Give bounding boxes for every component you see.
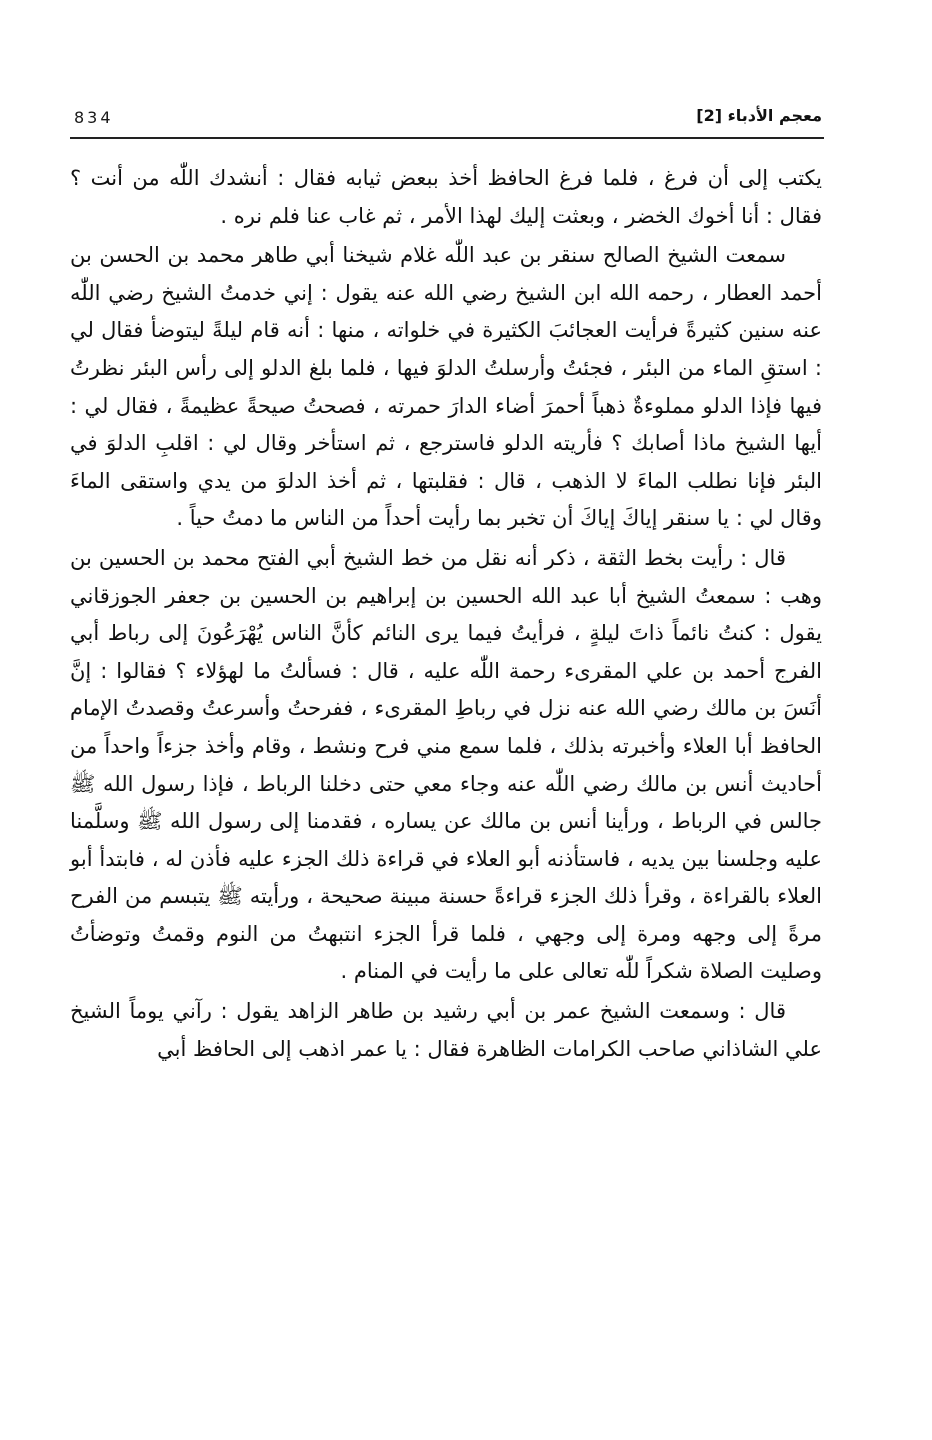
header-divider [70,137,824,139]
running-title: معجم الأدباء [2] [696,106,822,125]
page-number: 834 [74,108,114,127]
body-text [70,160,822,1068]
paragraph-3: قال : رأيت بخط الثقة ، ذكر أنه نقل من خط الشيخ أبي الفتح محمد بن الحسين بن وهب : سمعتُ الشيخ أبا عبد الله الحسين بن إبراهيم بن الحسين بن جعفر الجوزقاني يقول : كنتُ نائماً ذاتَ ليلةٍ ، فرأيتُ فيما يرى النائم كأنَّ الناس يُهْرَعُونَ إلى رباط أبي الفرج أحمد بن علي المقرىء رحمة اللّٰه عليه ، قال : فسألتُ ما لهؤلاء ؟ فقالوا : إنَّ أنَسَ بن مالك رضي الله عنه نزل في رباطِ المقرىء ، ففرحتُ وأسرعتُ وقصدتُ الإمام الحافظ أبا العلاء وأخبرته بذلك ، فلما سمع مني فرح ونشط ، وقام وأخذ جزءاً واحداً من أحاديث أنس بن مالك رضي اللّٰه عنه وجاء معي حتى دخلنا الرباط ، فإذا رسول الله ﷺ جالس في الرباط ، ورأينا أنس بن مالك عن يساره ، فقدمنا إلى رسول الله ﷺ وسلَّمنا عليه وجلسنا بين يديه ، فاستأذنه أبو العلاء في قراءة ذلك الجزء عليه فأذن له ، فابتدأ أبو العلاء بالقراءة ، وقرأ ذلك الجزء قراءةً حسنة مبينة صحيحة ، ورأيته ﷺ يتبسم من الفرح مرةً إلى وجهه ومرة إلى وجهي ، فلما قرأ الجزء انتبهتُ من النوم وقمتُ وتوضأتُ وصليت الصلاة شكراً للّٰه تعالى على ما رأيت في المنام . [70,545,822,984]
paragraph-2: سمعت الشيخ الصالح سنقر بن عبد اللّٰه غلام شيخنا أبي طاهر محمد بن الحسن بن أحمد العطار ، رحمه الله ابن الشيخ رضي الله عنه يقول : إني خدمتُ الشيخ رضي اللّٰه عنه سنين كثيرةً فرأيت العجائبَ الكثيرة في خلواته ، منها : أنه قام ليلةً ليتوضأ فقال لي : استقِ الماء من البئر ، فجئتُ وأرسلتُ الدلوَ فيها ، فلما بلغ الدلو إلى رأس البئر نظرتُ فيها فإذا الدلو مملوءةٌ ذهباً أحمرَ أضاء الدارَ حمرته ، فصحتُ صيحةً عظيمةً ، فقال لي : أيها الشيخ ماذا أصابك ؟ فأريته الدلو فاسترجع ، ثم استأخر وقال لي : اقلبِ الدلوَ في البئر فإنا نطلب الماءَ لا الذهب ، قال : فقلبتها ، ثم أخذ الدلوَ من يدي واستقى الماءَ وقال لي : يا سنقر إياكَ إياكَ أن تخبر بما رأيت أحداً من الناس ما دمتُ حياً . [70,243,822,531]
paragraph-1: يكتب إلى أن فرغ ، فلما فرغ الحافظ أخذ ببعض ثيابه فقال : أنشدك اللّٰه من أنت ؟ فقال : أنا أخوك الخضر ، وبعثت إليك لهذا الأمر ، ثم غاب عنا فلم نره . [70,166,822,228]
page-header [70,104,822,136]
paragraph-4: قال : وسمعت الشيخ عمر بن أبي رشيد بن طاهر الزاهد يقول : رآني يوماً الشيخ علي الشاذاني صاحب الكرامات الظاهرة فقال : يا عمر اذهب إلى الحافظ أبي [70,999,822,1061]
